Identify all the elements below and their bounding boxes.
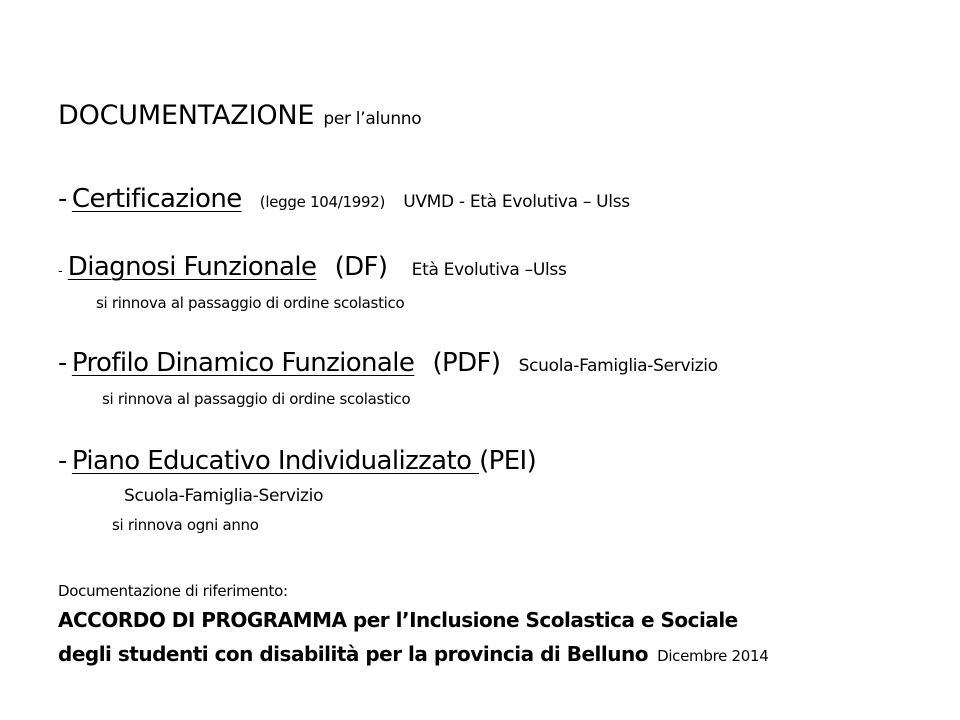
item-name: Piano Educativo Individualizzato: [71, 446, 472, 476]
reference-line-2: degli studenti con disabilità per la provincia di Belluno: [58, 642, 648, 666]
item-name: Certificazione: [71, 184, 242, 214]
item-paren: (legge 104/1992): [259, 193, 385, 211]
item-detail: UVMD - Età Evolutiva – Ulss: [403, 192, 630, 212]
item-dash: -: [58, 348, 67, 378]
item-certificazione: [58, 184, 630, 214]
item-note: si rinnova al passaggio di ordine scolastico: [102, 390, 411, 408]
item-note: si rinnova ogni anno: [112, 516, 259, 534]
reference-date: Dicembre 2014: [657, 647, 769, 665]
item-paren: (DF): [334, 252, 388, 282]
item-note: si rinnova al passaggio di ordine scolastico: [96, 294, 405, 312]
reference-label: Documentazione di riferimento:: [58, 582, 288, 600]
item-paren: (PEI): [479, 446, 537, 476]
slide-title: [58, 100, 421, 131]
item-dash: -: [58, 446, 67, 476]
title-main: DOCUMENTAZIONE: [58, 100, 315, 131]
item-profilo-dinamico: [58, 348, 718, 378]
reference-line-2-row: [58, 642, 769, 666]
item-detail: Scuola-Famiglia-Servizio: [518, 356, 718, 376]
item-dash: -: [58, 264, 63, 279]
item-dash: -: [58, 184, 67, 214]
title-sub: per l’alunno: [323, 109, 422, 129]
item-name: Diagnosi Funzionale: [67, 252, 317, 282]
item-paren: (PDF): [432, 348, 501, 378]
reference-line-1: ACCORDO DI PROGRAMMA per l’Inclusione Scolastica e Sociale: [58, 608, 738, 632]
item-piano-educativo: [58, 446, 536, 476]
item-detail: Scuola-Famiglia-Servizio: [124, 486, 324, 506]
item-diagnosi-funzionale: [58, 252, 567, 282]
item-detail: Età Evolutiva –Ulss: [411, 260, 567, 280]
item-name: Profilo Dinamico Funzionale: [71, 348, 415, 378]
